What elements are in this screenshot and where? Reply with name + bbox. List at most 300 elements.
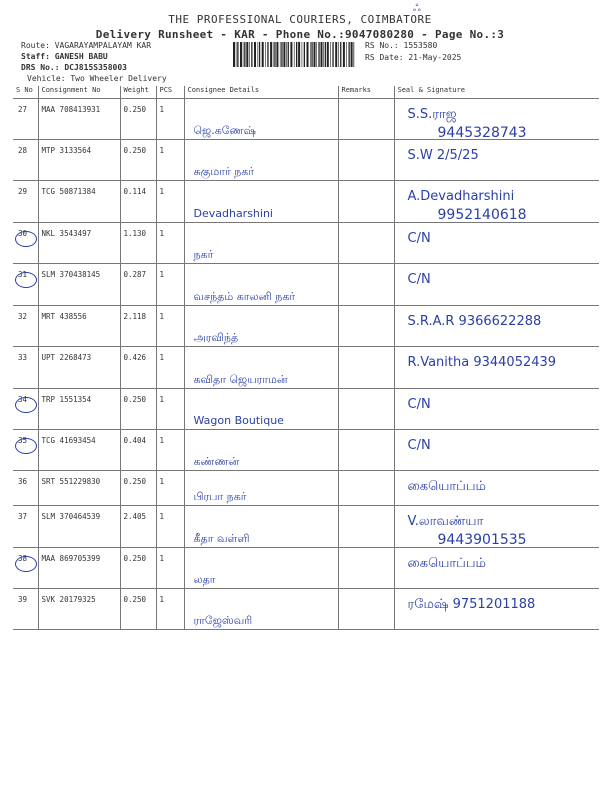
cell-pcs-text: 1 [159, 512, 165, 521]
cell-weight-text: 0.250 [123, 595, 147, 604]
barcode-bar [316, 42, 317, 67]
barcode-bar [335, 42, 337, 67]
cell-seal [394, 471, 599, 506]
cell-consignee [184, 347, 338, 389]
barcode-bar [243, 42, 244, 67]
cell-sno-wrap [18, 187, 38, 196]
vehicle-line [27, 74, 167, 83]
cell-pcs-text: 1 [159, 146, 165, 155]
cell-pcs [156, 506, 184, 548]
cell-sno-wrap [18, 512, 38, 521]
cell-pcs [156, 430, 184, 471]
cell-pcs-wrap [160, 395, 184, 404]
barcode-bar [251, 42, 252, 67]
seal-handwriting: S.S.ராஜ [407, 107, 457, 122]
cell-seal [394, 140, 599, 181]
cell-weight-text: 0.287 [123, 270, 147, 279]
barcode-bar [265, 42, 266, 67]
cell-weight-text: 0.426 [123, 353, 147, 362]
cell-consignee [184, 264, 338, 306]
col-remarks: Remarks [338, 86, 394, 99]
drs-line [21, 63, 127, 72]
cell-weight [120, 430, 156, 471]
cell-pcs-text: 1 [159, 105, 165, 114]
cell-consignment-wrap [42, 436, 120, 445]
barcode-bar [288, 42, 289, 67]
cell-sno-wrap [18, 395, 38, 404]
cell-weight [120, 548, 156, 589]
cell-consignee [184, 389, 338, 430]
cell-consignment [38, 181, 120, 223]
cell-sno [13, 589, 38, 630]
cell-seal [394, 306, 599, 347]
cell-seal [394, 347, 599, 389]
cell-sno-text: 34 [18, 395, 28, 404]
cell-pcs-wrap [160, 312, 184, 321]
cell-seal [394, 548, 599, 589]
seal-handwriting: C/N [407, 438, 431, 453]
cell-sno [13, 347, 38, 389]
rs-date-line [365, 53, 461, 62]
cell-seal [394, 223, 599, 264]
barcode-bar [290, 42, 292, 67]
barcode-bar [244, 42, 245, 67]
cell-remarks [338, 181, 394, 223]
cell-sno-wrap [18, 146, 38, 155]
cell-seal [394, 506, 599, 548]
barcode-bar [353, 42, 354, 67]
barcode-bar [249, 42, 250, 67]
cell-sno-wrap [18, 353, 38, 362]
runsheet-title: Delivery Runsheet - KAR - Phone No.:9047080280 - Page No.:3 [95, 28, 505, 41]
cell-consignee [184, 471, 338, 506]
barcode-bar [302, 42, 303, 67]
barcode-bar [311, 42, 312, 67]
company-name: THE PROFESSIONAL COURIERS, COIMBATORE [168, 13, 432, 26]
cell-consignment [38, 264, 120, 306]
cell-consignment [38, 306, 120, 347]
cell-sno-text: 36 [18, 477, 28, 486]
cell-remarks [338, 389, 394, 430]
cell-pcs-text: 1 [159, 477, 165, 486]
cell-sno-text: 39 [18, 595, 28, 604]
cell-consignee [184, 140, 338, 181]
barcode-bar [307, 42, 309, 67]
cell-weight-wrap [124, 353, 156, 362]
table-row [13, 389, 599, 430]
cell-pcs-text: 1 [159, 187, 165, 196]
barcode-bar [296, 42, 297, 67]
consignee-handwriting: Wagon Boutique [193, 414, 284, 427]
col-consignee: Consignee Details [184, 86, 338, 99]
barcode-bar [273, 42, 274, 67]
barcode-bar [267, 42, 268, 67]
cell-weight [120, 223, 156, 264]
cell-remarks [338, 589, 394, 630]
cell-consignment [38, 347, 120, 389]
cell-weight-wrap [124, 554, 156, 563]
rs-no-label: RS No.: [365, 41, 399, 50]
barcode-bar [262, 42, 264, 67]
barcode-bar [286, 42, 287, 67]
cell-seal [394, 181, 599, 223]
barcode-bar [351, 42, 353, 67]
consignee-handwriting: கண்ணன் [193, 455, 240, 468]
cell-sno [13, 306, 38, 347]
cell-remarks [338, 548, 394, 589]
cell-pcs-wrap [160, 229, 184, 238]
cell-pcs [156, 181, 184, 223]
cell-consignment-text: TCG 41693454 [41, 436, 96, 445]
cell-pcs [156, 347, 184, 389]
cell-pcs-wrap [160, 595, 184, 604]
consignee-handwriting: வசந்தம் காலனி நகர் [193, 290, 296, 303]
cell-weight-wrap [124, 146, 156, 155]
cell-remarks [338, 264, 394, 306]
table-row [13, 347, 599, 389]
cell-consignment-wrap [42, 146, 120, 155]
barcode-bar [259, 42, 260, 67]
cell-weight [120, 181, 156, 223]
consignee-handwriting: ஜெ.கணேஷ் [193, 124, 256, 137]
consignee-handwriting: அரவிந்த் [193, 331, 239, 344]
barcode-bar [323, 42, 324, 67]
staff-value: GANESH BABU [54, 52, 108, 61]
cell-pcs-wrap [160, 146, 184, 155]
cell-weight-wrap [124, 229, 156, 238]
rs-date-value: 21-May-2025 [408, 53, 462, 62]
cell-seal [394, 589, 599, 630]
barcode-bar [318, 42, 319, 67]
cell-weight [120, 506, 156, 548]
cell-pcs-wrap [160, 187, 184, 196]
cell-seal [394, 99, 599, 140]
consignee-handwriting: நகர் [193, 248, 214, 261]
cell-consignee [184, 548, 338, 589]
cell-sno-text: 29 [18, 187, 28, 196]
cell-sno-text: 31 [18, 270, 28, 279]
cell-consignment-wrap [42, 270, 120, 279]
cell-weight-wrap [124, 436, 156, 445]
cell-remarks [338, 506, 394, 548]
cell-weight-wrap [124, 512, 156, 521]
cell-pcs-wrap [160, 105, 184, 114]
cell-consignee [184, 430, 338, 471]
seal-handwriting: C/N [407, 397, 431, 412]
cell-consignment-text: MRT 438556 [41, 312, 87, 321]
runsheet-table [13, 86, 599, 630]
cell-sno-text: 28 [18, 146, 28, 155]
cell-pcs-text: 1 [159, 395, 165, 404]
seal-handwriting: V.லாவண்யா [407, 514, 484, 529]
table-row [13, 430, 599, 471]
barcode-bar [325, 42, 326, 67]
cell-sno [13, 140, 38, 181]
cell-consignment [38, 389, 120, 430]
cell-weight [120, 99, 156, 140]
seal-handwriting: S.R.A.R 9366622288 [407, 314, 542, 329]
col-weight: Weight [120, 86, 156, 99]
cell-remarks [338, 140, 394, 181]
barcode-bar [349, 42, 350, 67]
cell-remarks [338, 223, 394, 264]
cell-remarks [338, 306, 394, 347]
pen-mark-icon: ஃ [413, 3, 421, 14]
cell-weight-text: 0.404 [123, 436, 147, 445]
rs-date-label: RS Date: [365, 53, 404, 62]
cell-consignment-wrap [42, 229, 120, 238]
cell-sno-wrap [18, 554, 38, 563]
cell-consignment [38, 506, 120, 548]
cell-consignment [38, 223, 120, 264]
cell-weight-text: 2.118 [123, 312, 147, 321]
table-row [13, 306, 599, 347]
barcode-bar [340, 42, 341, 67]
vehicle-value: Two Wheeler Delivery [70, 74, 167, 83]
vehicle-label: Vehicle: [27, 74, 66, 83]
circle-mark-icon [15, 272, 37, 288]
cell-consignment-wrap [42, 477, 120, 486]
cell-consignee [184, 589, 338, 630]
seal-handwriting: R.Vanitha 9344052439 [407, 355, 557, 370]
barcode-bar [283, 42, 285, 67]
cell-pcs [156, 223, 184, 264]
barcode-bar [246, 42, 248, 67]
seal-handwriting: A.Devadharshini [407, 189, 515, 204]
barcode-bar [280, 42, 281, 67]
cell-sno-text: 32 [18, 312, 28, 321]
cell-consignment-text: MAA 869705399 [41, 554, 101, 563]
cell-pcs-text: 1 [159, 229, 165, 238]
cell-pcs-text: 1 [159, 595, 165, 604]
drs-label: DRS No.: [21, 63, 60, 72]
cell-consignment-wrap [42, 512, 120, 521]
cell-consignment-text: SLM 370464539 [41, 512, 101, 521]
barcode-bar [236, 42, 237, 67]
consignee-handwriting: கவிதா ஜெயராமன் [193, 373, 288, 386]
cell-pcs [156, 306, 184, 347]
barcode-bar [304, 42, 305, 67]
consignee-handwriting: Devadharshini [193, 207, 273, 220]
cell-consignment-text: SLM 370438145 [41, 270, 101, 279]
cell-consignment-text: MTP 3133564 [41, 146, 92, 155]
cell-consignment-text: SVK 20179325 [41, 595, 96, 604]
cell-weight-text: 1.130 [123, 229, 147, 238]
barcode-bar [254, 42, 256, 67]
cell-weight-wrap [124, 595, 156, 604]
cell-sno-wrap [18, 595, 38, 604]
cell-pcs [156, 589, 184, 630]
col-consignment: Consignment No [38, 86, 120, 99]
seal-phone-handwriting: 9445328743 [437, 125, 527, 141]
cell-seal [394, 389, 599, 430]
barcode-bar [338, 42, 339, 67]
cell-pcs-wrap [160, 353, 184, 362]
barcode-bar [332, 42, 333, 67]
barcode-bar [276, 42, 278, 67]
seal-phone-handwriting: 9952140618 [437, 207, 527, 223]
cell-pcs-wrap [160, 554, 184, 563]
rs-no-value: 1553580 [403, 41, 438, 50]
seal-handwriting: கையொப்பம் [407, 479, 486, 494]
barcode-bar [237, 42, 238, 67]
consignee-handwriting: சுகுமார் நகர் [193, 165, 255, 178]
cell-sno [13, 389, 38, 430]
cell-sno-wrap [18, 105, 38, 114]
cell-consignment [38, 140, 120, 181]
cell-consignment-text: TRP 1551354 [41, 395, 92, 404]
cell-pcs-text: 1 [159, 436, 165, 445]
seal-handwriting: S.W 2/5/25 [407, 148, 479, 163]
cell-sno-text: 27 [18, 105, 28, 114]
table-header-row [13, 86, 599, 99]
circle-mark-icon [15, 397, 37, 413]
cell-weight-text: 0.250 [123, 554, 147, 563]
cell-consignment-text: NKL 3543497 [41, 229, 92, 238]
barcode [233, 42, 355, 67]
cell-sno-wrap [18, 229, 38, 238]
cell-weight [120, 389, 156, 430]
table-row [13, 223, 599, 264]
cell-consignment [38, 471, 120, 506]
cell-weight [120, 347, 156, 389]
barcode-bar [274, 42, 275, 67]
cell-pcs-wrap [160, 512, 184, 521]
seal-phone-handwriting: 9443901535 [437, 532, 527, 548]
cell-weight-wrap [124, 105, 156, 114]
cell-seal [394, 264, 599, 306]
circle-mark-icon [15, 231, 37, 247]
cell-sno [13, 430, 38, 471]
cell-remarks [338, 347, 394, 389]
cell-weight-wrap [124, 187, 156, 196]
cell-pcs [156, 140, 184, 181]
cell-remarks [338, 99, 394, 140]
route-line [21, 41, 151, 50]
table-row [13, 181, 599, 223]
consignee-handwriting: கீதா வள்ளி [193, 532, 250, 545]
cell-consignment [38, 589, 120, 630]
cell-weight-text: 0.250 [123, 477, 147, 486]
cell-weight [120, 471, 156, 506]
cell-pcs-text: 1 [159, 270, 165, 279]
cell-sno [13, 223, 38, 264]
cell-weight [120, 140, 156, 181]
cell-pcs [156, 471, 184, 506]
cell-consignee [184, 223, 338, 264]
cell-consignee [184, 306, 338, 347]
cell-consignment-text: SRT 551229830 [41, 477, 101, 486]
cell-sno [13, 181, 38, 223]
cell-weight-wrap [124, 395, 156, 404]
staff-label: Staff: [21, 52, 50, 61]
cell-consignment-wrap [42, 595, 120, 604]
seal-handwriting: C/N [407, 272, 431, 287]
barcode-bar [298, 42, 300, 67]
barcode-bar [240, 42, 242, 67]
cell-sno [13, 99, 38, 140]
cell-pcs [156, 548, 184, 589]
cell-sno-wrap [18, 270, 38, 279]
barcode-bar [310, 42, 311, 67]
staff-line [21, 52, 108, 61]
consignee-handwriting: ராஜேஸ்வரி [193, 614, 253, 627]
cell-sno-text: 38 [18, 554, 28, 563]
cell-consignee [184, 506, 338, 548]
cell-consignment-wrap [42, 395, 120, 404]
cell-consignment-text: MAA 708413931 [41, 105, 101, 114]
table-row [13, 548, 599, 589]
barcode-bar [281, 42, 282, 67]
cell-weight-wrap [124, 270, 156, 279]
cell-pcs-text: 1 [159, 353, 165, 362]
col-pcs: PCS [156, 86, 184, 99]
circle-mark-icon [15, 438, 37, 454]
barcode-bar [270, 42, 272, 67]
cell-sno-wrap [18, 312, 38, 321]
consignee-handwriting: பிரபா நகர் [193, 490, 247, 503]
cell-weight-text: 0.250 [123, 105, 147, 114]
cell-sno-text: 30 [18, 229, 28, 238]
barcode-bar [346, 42, 347, 67]
barcode-bar [330, 42, 331, 67]
cell-weight-wrap [124, 312, 156, 321]
cell-sno [13, 471, 38, 506]
cell-consignment-wrap [42, 554, 120, 563]
seal-handwriting: ரமேஷ் 9751201188 [407, 597, 536, 612]
cell-sno-text: 37 [18, 512, 28, 521]
cell-weight [120, 589, 156, 630]
barcode-bar [343, 42, 345, 67]
cell-seal [394, 430, 599, 471]
cell-consignment-wrap [42, 353, 120, 362]
cell-pcs-text: 1 [159, 554, 165, 563]
table-row [13, 99, 599, 140]
cell-weight-wrap [124, 477, 156, 486]
barcode-bar [294, 42, 295, 67]
cell-pcs [156, 99, 184, 140]
cell-pcs [156, 389, 184, 430]
cell-consignment-text: UPT 2268473 [41, 353, 92, 362]
col-sno: S No [13, 86, 38, 99]
col-seal: Seal & Signature [394, 86, 599, 99]
cell-weight [120, 306, 156, 347]
cell-weight-text: 2.405 [123, 512, 147, 521]
table-row [13, 140, 599, 181]
cell-pcs-wrap [160, 270, 184, 279]
cell-pcs-text: 1 [159, 312, 165, 321]
barcode-bar [258, 42, 259, 67]
barcode-bar [314, 42, 316, 67]
cell-weight-text: 0.250 [123, 146, 147, 155]
cell-consignment [38, 99, 120, 140]
cell-consignee [184, 181, 338, 223]
barcode-bar [321, 42, 323, 67]
cell-sno [13, 264, 38, 306]
cell-consignment-text: TCG 50871384 [41, 187, 96, 196]
circle-mark-icon [15, 556, 37, 572]
rs-no-line [365, 41, 437, 50]
seal-handwriting: C/N [407, 231, 431, 246]
cell-consignment [38, 430, 120, 471]
seal-handwriting: கையொப்பம் [407, 556, 486, 571]
barcode-bar [327, 42, 329, 67]
cell-sno-text: 35 [18, 436, 28, 445]
cell-sno [13, 506, 38, 548]
cell-consignment-wrap [42, 105, 120, 114]
cell-pcs-wrap [160, 436, 184, 445]
route-value: VAGARAYAMPALAYAM KAR [54, 41, 152, 50]
